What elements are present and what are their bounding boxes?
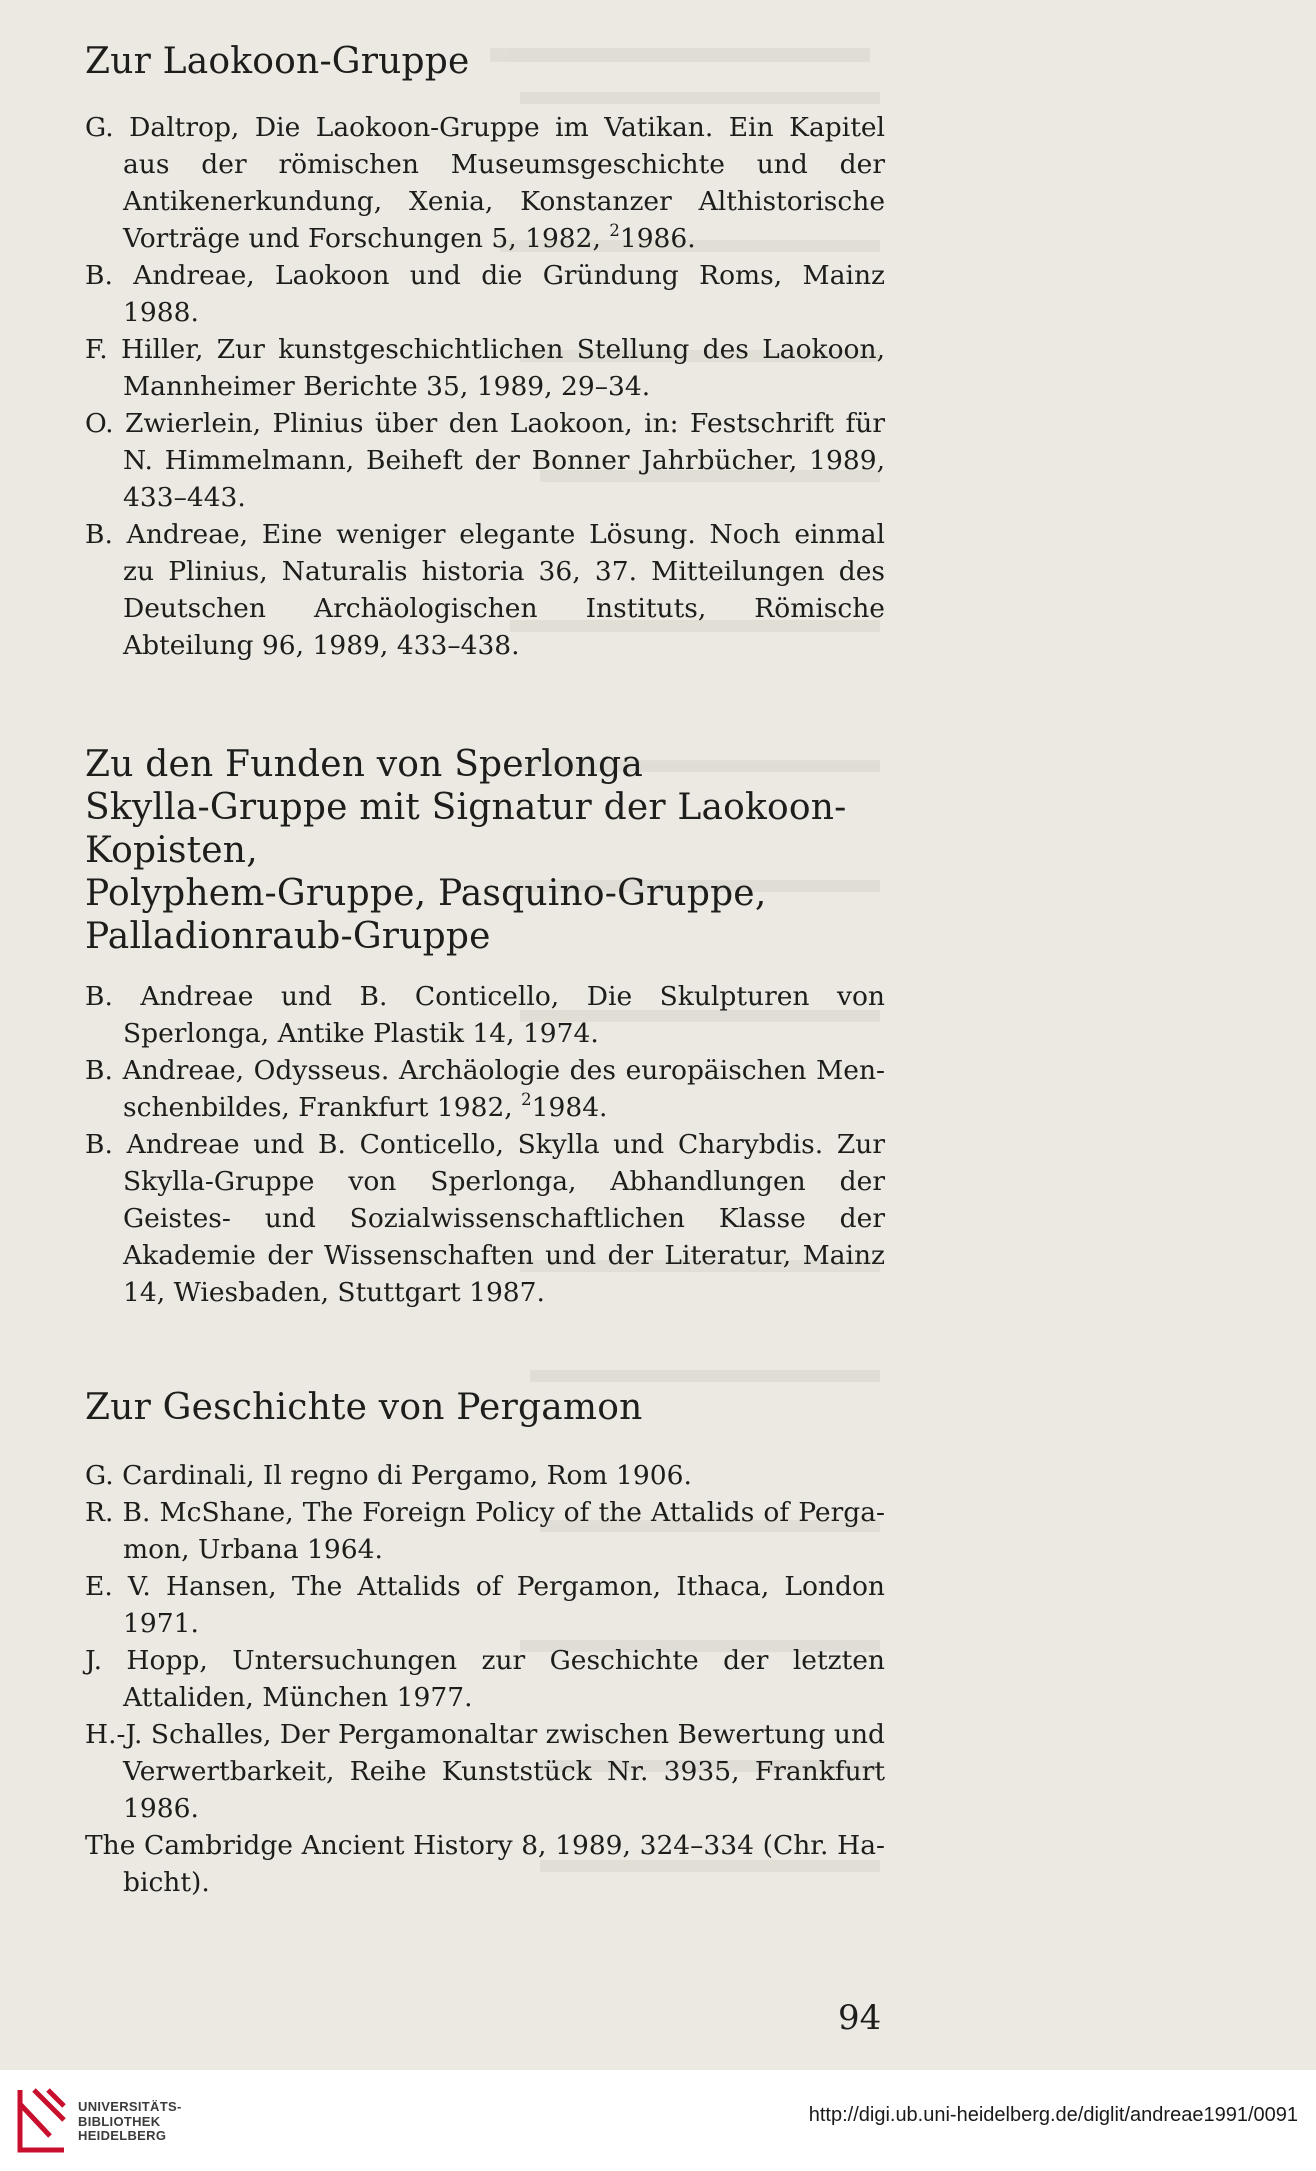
reference-entry: O. Zwierlein, Plinius über den Laokoon, in: Festschrift für N. Himmelmann, Beiheft der Bonner Jahrbücher, 1989, 433–443.: [85, 408, 885, 513]
reference-entry: B. Andreae und B. Conticello, Die Skulpturen von Sperlonga, Antike Plastik 14, 1974.: [85, 981, 885, 1049]
section-pergamon: [85, 1386, 885, 1901]
section-heading: [85, 40, 885, 83]
reference-list: [85, 978, 885, 1311]
library-name-line: HEIDELBERG: [78, 2128, 167, 2143]
permalink-url[interactable]: http://digi.ub.uni-heidelberg.de/diglit/andreae1991/0091: [808, 2104, 1298, 2126]
reference-entry: B. Andreae, Eine weniger elegante Lösung. Noch einmal zu Plinius, Naturalis historia 36, 37. Mitteilungen des Deutschen Archäologischen Instituts, Römische Abteilung 96, 1989, 433–438.: [85, 519, 885, 661]
reference-entry: J. Hopp, Untersuchungen zur Geschichte der letzten Attaliden, München 1977.: [85, 1645, 885, 1713]
reference-entry: F. Hiller, Zur kunstgeschichtlichen Stellung des Laokoon, Mannheimer Berichte 35, 1989, 29–34.: [85, 334, 885, 402]
reference-entry: E. V. Hansen, The Attalids of Pergamon, Ithaca, London 1971.: [85, 1571, 885, 1639]
heading-line: Zu den Funden von Sperlonga: [85, 744, 644, 785]
reference-list: [85, 1457, 885, 1901]
section-sperlonga: [85, 743, 885, 1311]
reference-entry: R. B. McShane, The Foreign Policy of the Attalids of Pergamon, Urbana 1964.: [85, 1497, 885, 1565]
heading-line: Skylla-Gruppe mit Signatur der Laokoon-Kopisten,: [85, 787, 847, 871]
section-heading: [85, 1386, 885, 1429]
library-name: [78, 2100, 182, 2144]
heading-line: Polyphem-Gruppe, Pasquino-Gruppe,: [85, 873, 767, 914]
heading-line: Zur Laokoon-Gruppe: [85, 41, 470, 82]
section-laokoon-gruppe: [85, 40, 885, 664]
reference-entry: B. Andreae, Odysseus. Archäologie des europäischen Menschenbildes, Frankfurt 1982, $^2$1984.: [85, 1055, 885, 1123]
library-name-line: BIBLIOTHEK: [78, 2113, 161, 2129]
heading-line: Zur Geschichte von Pergamon: [85, 1387, 643, 1428]
reference-entry: The Cambridge Ancient History 8, 1989, 324–334 (Chr. Habicht).: [85, 1830, 885, 1898]
heading-line: Palladionraub-Gruppe: [85, 916, 491, 957]
library-footer: [0, 2070, 1316, 2171]
reference-list: [85, 109, 885, 664]
edition-superscript: 2: [521, 1089, 532, 1109]
library-logo-icon[interactable]: [14, 2084, 70, 2156]
library-name-line: UNIVERSITÄTS-: [78, 2099, 182, 2114]
section-heading: [85, 743, 885, 958]
reference-entry: B. Andreae und B. Conticello, Skylla und Charybdis. Zur Skylla-Gruppe von Sperlonga, Abhandlungen der Geistes- und Sozialwissenschaftlichen Klasse der Akademie der Wissenschaften und der Literatur, Mainz 14, Wiesbaden, Stuttgart 1987.: [85, 1129, 885, 1308]
reference-entry: B. Andreae, Laokoon und die Gründung Roms, Mainz 1988.: [85, 260, 885, 328]
reference-entry: H.-J. Schalles, Der Pergamonaltar zwischen Bewertung und Verwertbarkeit, Reihe Kunststück Nr. 3935, Frankfurt 1986.: [85, 1719, 885, 1824]
edition-superscript: 2: [609, 220, 620, 240]
bibliography-page: [85, 40, 885, 1901]
page-number: 94: [838, 1998, 882, 2038]
reference-entry: G. Cardinali, Il regno di Pergamo, Rom 1906.: [85, 1460, 692, 1491]
reference-entry: G. Daltrop, Die Laokoon-Gruppe im Vatikan. Ein Kapitel aus der römischen Museumsgeschichte und der Antikenerkundung, Xenia, Konstanzer Althistorische Vorträge und Forschungen 5, 1982, $^2$1986.: [85, 112, 885, 254]
